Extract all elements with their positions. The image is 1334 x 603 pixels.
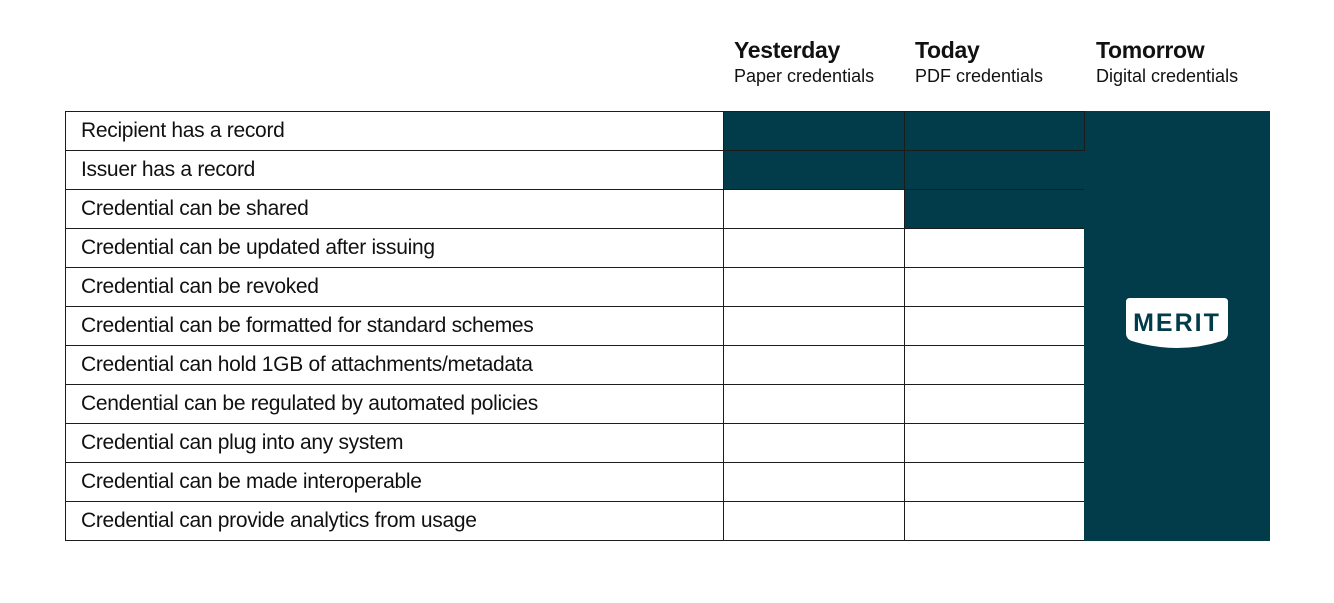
today-cell-empty — [905, 502, 1085, 541]
column-header-yesterday — [734, 36, 874, 88]
today-cell-empty — [905, 424, 1085, 463]
today-cell-empty — [905, 463, 1085, 502]
yesterday-cell-filled — [724, 151, 905, 190]
today-cell-empty — [905, 346, 1085, 385]
yesterday-cell-empty — [724, 346, 905, 385]
column-era: Today — [915, 37, 980, 63]
table-row — [66, 112, 1270, 151]
yesterday-cell-empty — [724, 424, 905, 463]
comparison-table — [65, 111, 1270, 541]
feature-label: Recipient has a record — [66, 112, 724, 151]
yesterday-cell-empty — [724, 190, 905, 229]
today-cell-empty — [905, 229, 1085, 268]
yesterday-cell-empty — [724, 385, 905, 424]
today-cell-filled — [905, 190, 1085, 229]
feature-label: Credential can be formatted for standard schemes — [66, 307, 724, 346]
column-era: Yesterday — [734, 37, 840, 63]
column-era: Tomorrow — [1096, 37, 1205, 63]
feature-label: Credential can be revoked — [66, 268, 724, 307]
merit-logo-text: MERIT — [1133, 308, 1221, 337]
feature-label: Credential can be made interoperable — [66, 463, 724, 502]
column-kind: Digital credentials — [1096, 66, 1239, 86]
feature-label: Credential can be updated after issuing — [66, 229, 724, 268]
feature-label: Issuer has a record — [66, 151, 724, 190]
column-header-tomorrow — [1096, 36, 1238, 88]
feature-label: Credential can hold 1GB of attachments/metadata — [66, 346, 724, 385]
merit-logo — [1122, 293, 1232, 355]
today-cell-empty — [905, 268, 1085, 307]
feature-label: Credential can provide analytics from usage — [66, 502, 724, 541]
yesterday-cell-empty — [724, 307, 905, 346]
today-cell-empty — [905, 385, 1085, 424]
feature-label: Credential can plug into any system — [66, 424, 724, 463]
today-cell-empty — [905, 307, 1085, 346]
column-kind: PDF credentials — [915, 66, 1044, 86]
yesterday-cell-empty — [724, 502, 905, 541]
today-cell-filled — [905, 112, 1085, 151]
column-kind: Paper credentials — [734, 66, 875, 86]
column-header-today — [915, 36, 1043, 88]
yesterday-cell-filled — [724, 112, 905, 151]
feature-label: Credential can be shared — [66, 190, 724, 229]
today-cell-filled — [905, 151, 1085, 190]
feature-label: Cendential can be regulated by automated policies — [66, 385, 724, 424]
yesterday-cell-empty — [724, 268, 905, 307]
yesterday-cell-empty — [724, 463, 905, 502]
tomorrow-column — [1085, 112, 1270, 541]
yesterday-cell-empty — [724, 229, 905, 268]
